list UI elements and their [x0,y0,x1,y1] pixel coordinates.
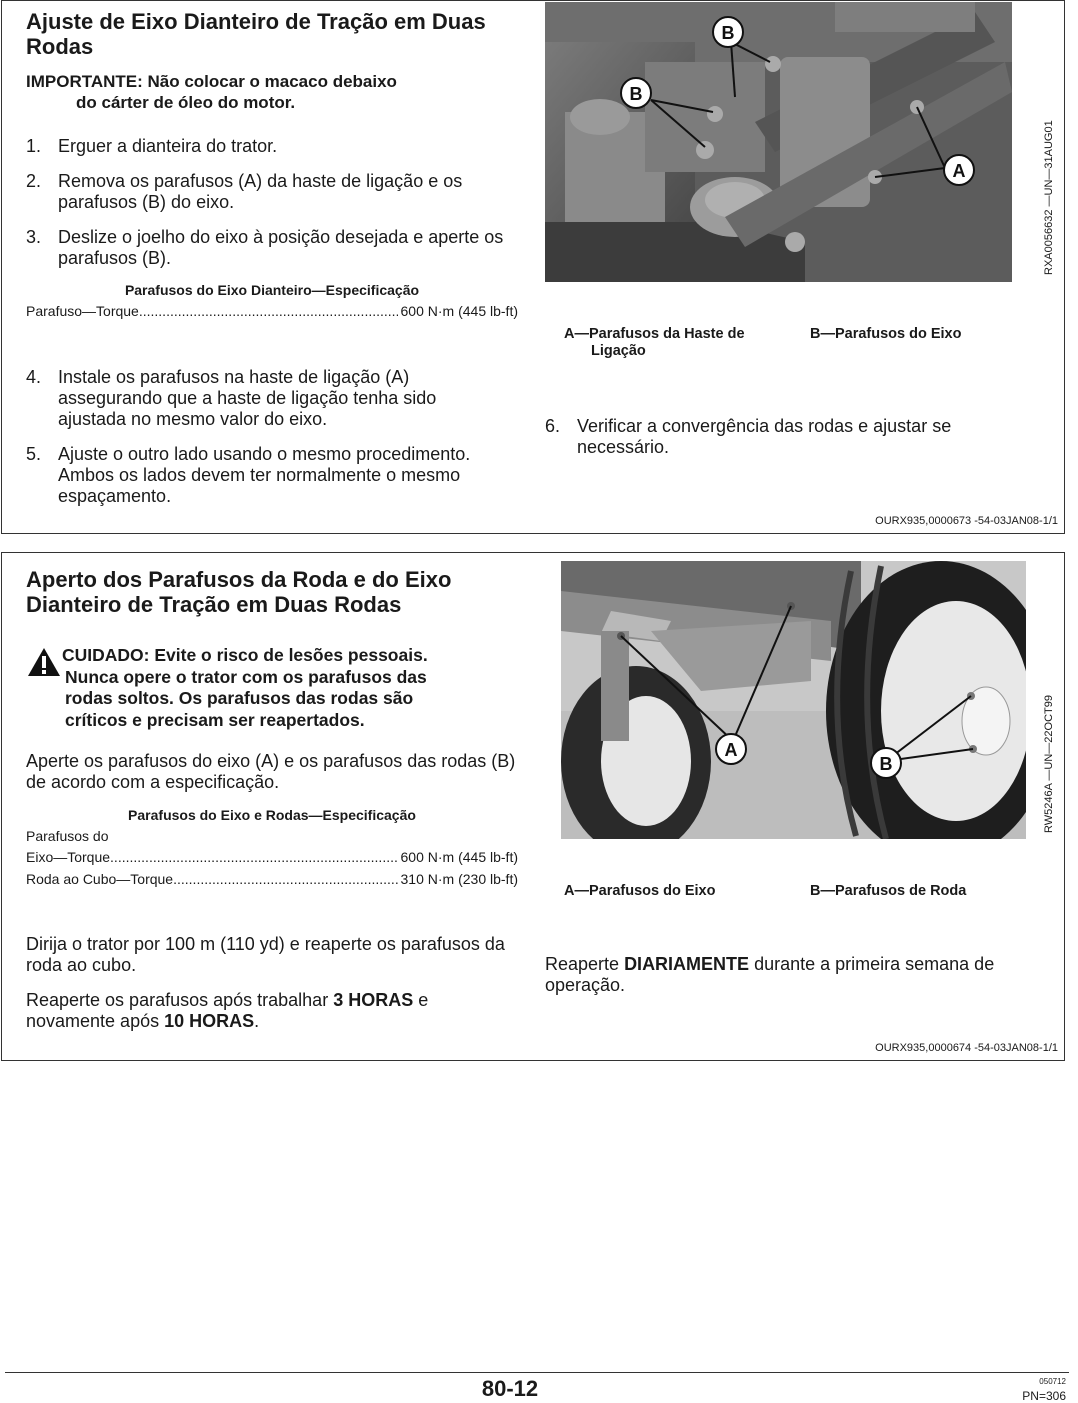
caption-b: B—Parafusos do Eixo [810,326,962,342]
spec-row [26,849,518,865]
spec-row [26,871,518,887]
spec-value: 310 N·m (230 lb-ft) [400,871,518,887]
step-text: Ajuste o outro lado usando o mesmo procedimento. Ambos os lados devem ter normalmente o mesmo espaçamento. [58,444,471,506]
axle-photo [545,2,1012,282]
spec-title: Parafusos do Eixo Dianteiro—Especificação [124,282,420,298]
spec-label: Roda ao Cubo—Torque [26,871,174,887]
step-text: Erguer a dianteira do trator. [58,136,278,156]
callout-a: A [952,161,966,181]
daily-text: durante a primeira semana de operação. [545,954,995,995]
retighten-hours-2: 10 HORAS [164,1011,255,1031]
step-number: 1. [26,136,42,156]
retighten-text: . [254,1011,260,1031]
warning-icon [27,647,61,677]
page-number: 80-12 [481,1376,539,1401]
daily-emphasis: DIARIAMENTE [624,954,750,974]
footer-rule [5,1372,1069,1373]
step-text: Verificar a convergência das rodas e ajustar se necessário. [577,416,952,457]
reference-code: OURX935,0000674 -54-03JAN08-1/1 [875,1042,1058,1054]
section-wheel-bolt-tightening [1,552,1065,1061]
wheel-illustration [561,561,1026,839]
spec-label: Eixo—Torque [26,849,111,865]
daily-text: Reaperte [545,954,625,974]
step-number: 5. [26,444,42,464]
callout-b-top: B [721,23,735,43]
section-title: Aperto dos Parafusos da Roda e do Eixo Dianteiro de Tração em Duas Rodas [26,567,452,617]
step-text: Instale os parafusos na haste de ligação (A) assegurando que a haste de ligação tenha sido ajustada no mesmo valor do eixo. [58,367,437,429]
caution-line-4: críticos e precisam ser reapertados. [65,709,365,730]
callout-a: A [724,740,738,760]
caution-note [62,645,428,731]
retighten-hours-1: 3 HORAS [333,990,414,1010]
step-number: 2. [26,171,42,191]
step-number: 3. [26,227,42,247]
caption-b: B—Parafusos de Roda [810,883,967,899]
caution-line-1: CUIDADO: Evite o risco de lesões pessoais. [62,645,428,665]
spec-value: 600 N·m (445 lb-ft) [400,303,518,319]
reference-code: OURX935,0000673 -54-03JAN08-1/1 [875,515,1058,527]
retighten-text: e novamente após [26,990,429,1031]
spec-row [26,303,518,319]
wheel-photo [561,561,1026,839]
important-line-2: do cárter de óleo do motor. [76,93,296,112]
image-id-label: RW5246A —UN—22OCT99 [1043,695,1055,833]
retighten-text: Reaperte os parafusos após trabalhar [26,990,334,1010]
footer-pn: PN=306 [1022,1389,1066,1403]
drive-instruction: Dirija o trator por 100 m (110 yd) e reaperte os parafusos da roda ao cubo. [26,934,505,975]
step-number: 6. [545,416,561,436]
step-number: 4. [26,367,42,387]
caption-a-line-2: Ligação [591,343,646,359]
daily-instruction [545,954,1045,996]
axle-illustration [545,2,1012,282]
caution-line-3: rodas soltos. Os parafusos das rodas são [65,688,414,708]
spec-label: Parafuso—Torque [26,303,139,319]
caption-a [564,326,784,360]
step-text: Remova os parafusos (A) da haste de ligação e os parafusos (B) do eixo. [58,171,463,212]
callout-b-left: B [629,84,643,104]
section-front-axle-adjustment [1,0,1065,534]
callout-b: B [879,754,893,774]
retighten-instruction [26,990,496,1032]
important-note [26,71,397,113]
spec-leader [173,871,397,887]
spec-leader [110,849,397,865]
spec-value: 600 N·m (445 lb-ft) [400,849,518,865]
spec-leader [139,303,398,319]
caption-a-line-1: A—Parafusos da Haste de [564,326,745,342]
caution-line-2: Nunca opere o trator com os parafusos das [65,666,427,687]
caption-a: A—Parafusos do Eixo [564,883,716,899]
important-line-1: IMPORTANTE: Não colocar o macaco debaixo [26,72,397,91]
section-title: Ajuste de Eixo Dianteiro de Tração em Duas Rodas [26,9,486,59]
intro-text: Aperte os parafusos do eixo (A) e os parafusos das rodas (B) de acordo com a especificação. [26,751,516,792]
step-text: Deslize o joelho do eixo à posição desejada e aperte os parafusos (B). [58,227,504,268]
spec-row-heading: Parafusos do [26,828,109,844]
spec-title: Parafusos do Eixo e Rodas—Especificação [128,807,416,823]
image-id-label: RXA0056632 —UN—31AUG01 [1043,120,1055,275]
footer-code: 050712 [1039,1377,1066,1386]
